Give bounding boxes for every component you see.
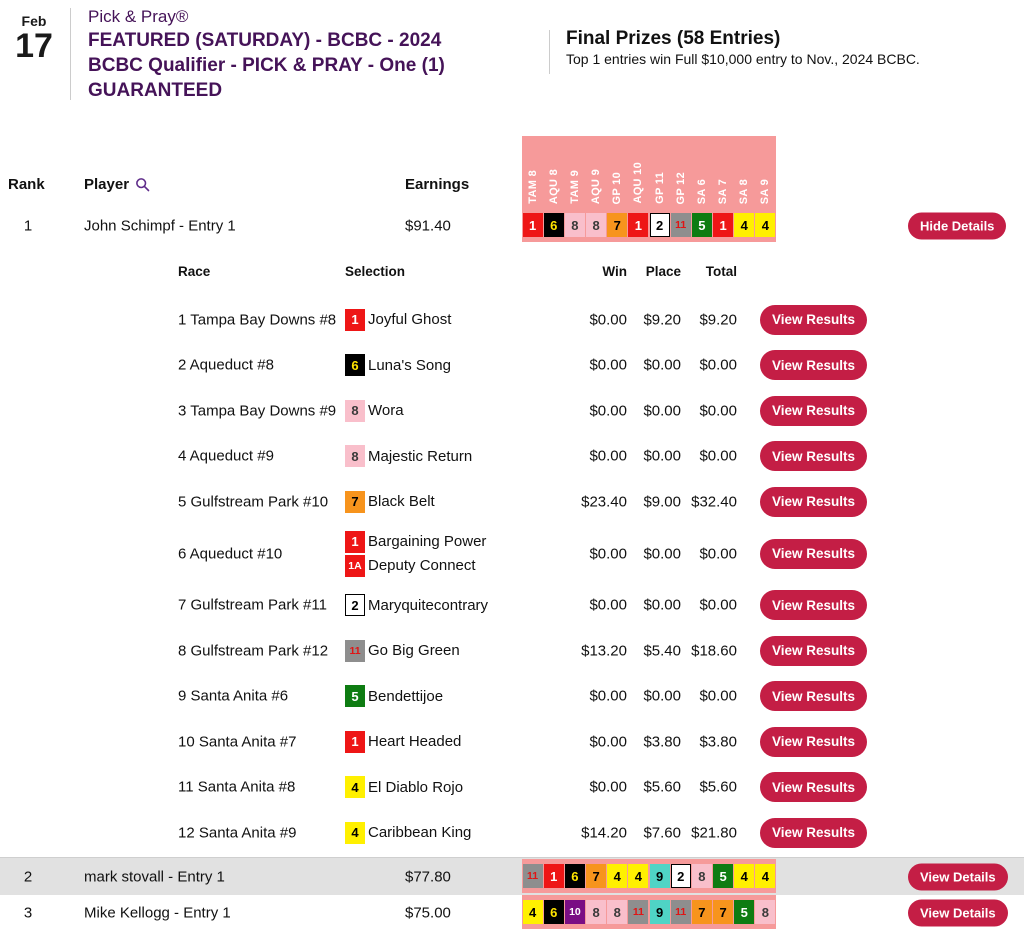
leaderboard-entry-row [0, 894, 1024, 931]
race-total-amount: $0.00 [699, 402, 737, 420]
race-total-amount: $0.00 [699, 356, 737, 374]
view-results-button[interactable]: View Results [760, 305, 867, 335]
track-column [670, 136, 691, 208]
race-column-header: Race [178, 264, 211, 279]
horse-name: Wora [368, 402, 404, 420]
race-total-amount: $21.80 [691, 824, 737, 842]
entry-earnings: $91.40 [405, 217, 451, 234]
saddle-cloth-number: 11 [671, 213, 691, 237]
view-results-button[interactable]: View Results [760, 396, 867, 426]
leaderboard-entry-row [0, 207, 1024, 244]
track-label: AQU 9 [590, 168, 603, 204]
race-name: 6 Aqueduct #10 [178, 545, 283, 562]
race-win-amount: $0.00 [589, 778, 627, 796]
horse-name: Deputy Connect [368, 557, 476, 574]
horse-name: Luna's Song [368, 356, 451, 374]
track-column [734, 136, 755, 208]
race-name: 5 Gulfstream Park #10 [178, 493, 329, 511]
track-label: SA 8 [738, 178, 751, 204]
event-title-line-1: FEATURED (SATURDAY) - BCBC - 2024 [88, 30, 442, 51]
entry-rank: 2 [23, 868, 33, 885]
saddle-cloth-number: 2 [671, 864, 691, 888]
track-column [713, 136, 734, 208]
saddle-cloth-number: 9 [650, 864, 670, 888]
toggle-details-button[interactable]: View Details [908, 863, 1008, 890]
race-selections [345, 731, 461, 753]
saddle-cloth-number: 4 [607, 864, 627, 888]
view-results-button[interactable]: View Results [760, 727, 867, 757]
saddle-cloth-number: 1 [345, 531, 365, 553]
saddle-cloth-number: 11 [523, 864, 543, 888]
track-label: AQU 10 [632, 162, 645, 204]
view-results-button[interactable]: View Results [760, 441, 867, 471]
win-column-header: Win [602, 264, 627, 279]
track-column [564, 136, 585, 208]
track-column [586, 136, 607, 208]
horse-name: Maryquitecontrary [368, 596, 489, 614]
final-prizes-title: Final Prizes (58 Entries) [566, 28, 781, 49]
place-column-header: Place [645, 264, 681, 279]
saddle-cloth-number: 4 [734, 864, 754, 888]
horse-name: Bargaining Power [368, 533, 487, 550]
horse-name: Go Big Green [368, 642, 460, 660]
saddle-cloth-number: 4 [755, 864, 775, 888]
race-detail-row [0, 343, 1024, 389]
view-results-button[interactable]: View Results [760, 772, 867, 802]
track-label: AQU 8 [547, 168, 560, 204]
entry-selections-strip [522, 208, 776, 242]
race-detail-row [0, 434, 1024, 480]
player-column-label: Player [84, 176, 130, 193]
track-label: SA 6 [695, 178, 708, 204]
view-results-button[interactable]: View Results [760, 590, 867, 620]
race-win-amount: $13.20 [581, 642, 627, 660]
selection-line [345, 640, 460, 662]
saddle-cloth-number: 7 [345, 491, 365, 513]
race-selections [345, 685, 443, 707]
race-total-amount: $5.60 [699, 778, 737, 796]
race-total-amount: $18.60 [691, 642, 737, 660]
horse-name: Black Belt [368, 493, 435, 511]
race-place-amount: $0.00 [643, 447, 681, 465]
saddle-cloth-number: 5 [345, 685, 365, 707]
race-win-amount: $0.00 [589, 311, 627, 329]
race-win-amount: $0.00 [589, 402, 627, 420]
saddle-cloth-number: 7 [607, 213, 627, 237]
saddle-cloth-number: 6 [565, 864, 585, 888]
saddle-cloth-number: 4 [345, 776, 365, 798]
entry-player-name: mark stovall - Entry 1 [84, 868, 225, 885]
selection-line [345, 531, 486, 553]
track-column [543, 136, 564, 208]
saddle-cloth-number: 2 [345, 594, 365, 616]
race-place-amount: $0.00 [643, 402, 681, 420]
race-selections [345, 776, 463, 798]
header-divider [70, 8, 71, 100]
selection-line [345, 400, 404, 422]
race-win-amount: $14.20 [581, 824, 627, 842]
player-column-header [84, 176, 150, 193]
saddle-cloth-number: 5 [692, 213, 712, 237]
saddle-cloth-number: 4 [755, 213, 775, 237]
race-total-amount: $9.20 [699, 311, 737, 329]
race-detail-row [0, 719, 1024, 765]
race-name: 12 Santa Anita #9 [178, 824, 297, 842]
saddle-cloth-number: 2 [650, 213, 670, 237]
saddle-cloth-number: 10 [565, 900, 585, 924]
track-column [755, 136, 776, 208]
saddle-cloth-number: 7 [713, 900, 733, 924]
view-results-button[interactable]: View Results [760, 636, 867, 666]
final-prizes-block [566, 28, 920, 69]
view-results-button[interactable]: View Results [760, 681, 867, 711]
race-detail-row [0, 388, 1024, 434]
rank-column-header: Rank [8, 176, 45, 193]
saddle-cloth-number: 6 [544, 900, 564, 924]
horse-name: Heart Headed [368, 733, 462, 751]
race-place-amount: $0.00 [643, 356, 681, 374]
race-total-amount: $3.80 [699, 733, 737, 751]
race-detail-row [0, 297, 1024, 343]
race-selections [345, 594, 488, 616]
entry-player-name: John Schimpf - Entry 1 [84, 217, 236, 234]
saddle-cloth-number: 5 [713, 864, 733, 888]
race-win-amount: $23.40 [581, 493, 627, 511]
selection-line [345, 555, 486, 577]
event-title-block [88, 6, 445, 103]
saddle-cloth-number: 11 [345, 640, 365, 662]
total-column-header: Total [705, 264, 737, 279]
race-name: 2 Aqueduct #8 [178, 356, 274, 374]
race-detail-row [0, 583, 1024, 629]
race-name: 3 Tampa Bay Downs #9 [178, 402, 337, 420]
saddle-cloth-number: 11 [671, 900, 691, 924]
track-label: GP 11 [653, 172, 666, 204]
track-column [522, 136, 543, 208]
race-detail-row [0, 479, 1024, 525]
race-place-amount: $0.00 [643, 545, 681, 562]
race-detail-row [0, 810, 1024, 856]
saddle-cloth-number: 7 [586, 864, 606, 888]
view-results-button[interactable]: View Results [760, 350, 867, 380]
race-detail-row [0, 674, 1024, 720]
race-place-amount: $9.00 [643, 493, 681, 511]
race-win-amount: $0.00 [589, 447, 627, 465]
race-name: 10 Santa Anita #7 [178, 733, 297, 751]
saddle-cloth-number: 1 [713, 213, 733, 237]
saddle-cloth-number: 6 [544, 213, 564, 237]
earnings-column-header: Earnings [405, 176, 470, 193]
view-results-button[interactable]: View Results [760, 539, 867, 569]
track-column [649, 136, 670, 208]
saddle-cloth-number: 11 [628, 900, 648, 924]
track-header [522, 136, 776, 208]
race-place-amount: $5.60 [643, 778, 681, 796]
saddle-cloth-number: 4 [734, 213, 754, 237]
horse-name: El Diablo Rojo [368, 778, 464, 796]
event-title-line-3: GUARANTEED [88, 80, 223, 101]
saddle-cloth-number: 8 [692, 864, 712, 888]
race-total-amount: $32.40 [691, 493, 737, 511]
event-title-line-2: BCBC Qualifier - PICK & PRAY - One (1) [88, 55, 445, 76]
race-selections [345, 822, 471, 844]
toggle-details-button[interactable]: View Details [908, 899, 1008, 926]
race-total-amount: $0.00 [699, 687, 737, 705]
view-results-button[interactable]: View Results [760, 487, 867, 517]
track-column [607, 136, 628, 208]
saddle-cloth-number: 8 [565, 213, 585, 237]
entry-earnings: $75.00 [405, 904, 451, 921]
race-win-amount: $0.00 [589, 733, 627, 751]
race-total-amount: $0.00 [699, 545, 737, 562]
event-date-day: 17 [15, 27, 53, 65]
race-win-amount: $0.00 [589, 687, 627, 705]
saddle-cloth-number: 1 [544, 864, 564, 888]
saddle-cloth-number: 8 [345, 445, 365, 467]
track-label: TAM 8 [526, 170, 539, 204]
entry-selections-strip [522, 895, 776, 929]
saddle-cloth-number: 8 [345, 400, 365, 422]
race-detail-row [0, 765, 1024, 811]
race-place-amount: $5.40 [643, 642, 681, 660]
race-win-amount: $0.00 [589, 356, 627, 374]
horse-name: Majestic Return [368, 447, 473, 465]
saddle-cloth-number: 1 [345, 309, 365, 331]
saddle-cloth-number: 5 [734, 900, 754, 924]
view-results-button[interactable]: View Results [760, 818, 867, 848]
saddle-cloth-number: 8 [755, 900, 775, 924]
saddle-cloth-number: 4 [628, 864, 648, 888]
selection-column-header: Selection [345, 264, 406, 279]
selection-line [345, 594, 488, 616]
track-column [628, 136, 649, 208]
horse-name: Bendettijoe [368, 687, 444, 705]
race-selections [345, 531, 486, 577]
entry-rank: 3 [23, 904, 33, 921]
entry-player-name: Mike Kellogg - Entry 1 [84, 904, 231, 921]
race-name: 4 Aqueduct #9 [178, 447, 274, 465]
race-name: 8 Gulfstream Park #12 [178, 642, 329, 660]
track-label: TAM 9 [568, 170, 581, 204]
race-name: 9 Santa Anita #6 [178, 687, 289, 705]
final-prizes-subtitle: Top 1 entries win Full $10,000 entry to Nov., 2024 BCBC. [566, 51, 920, 67]
search-icon[interactable] [135, 177, 150, 192]
saddle-cloth-number: 1A [345, 555, 365, 577]
selection-line [345, 309, 451, 331]
race-selections [345, 309, 451, 331]
toggle-details-button[interactable]: Hide Details [908, 212, 1006, 239]
track-column [691, 136, 712, 208]
race-win-amount: $0.00 [589, 545, 627, 562]
saddle-cloth-number: 4 [523, 900, 543, 924]
race-detail-row [0, 525, 1024, 583]
leaderboard-header [0, 176, 1024, 196]
race-place-amount: $7.60 [643, 824, 681, 842]
race-selections [345, 354, 451, 376]
race-total-amount: $0.00 [699, 596, 737, 614]
saddle-cloth-number: 8 [586, 213, 606, 237]
saddle-cloth-number: 9 [650, 900, 670, 924]
track-label: SA 9 [759, 178, 772, 204]
race-selections [345, 640, 460, 662]
race-name: 1 Tampa Bay Downs #8 [178, 311, 337, 329]
track-label: GP 10 [611, 171, 624, 204]
selection-line [345, 822, 471, 844]
race-selections [345, 445, 472, 467]
race-place-amount: $9.20 [643, 311, 681, 329]
race-selections [345, 400, 404, 422]
selection-line [345, 731, 461, 753]
selection-line [345, 445, 472, 467]
prizes-divider [549, 30, 550, 74]
race-win-amount: $0.00 [589, 596, 627, 614]
race-total-amount: $0.00 [699, 447, 737, 465]
track-label: SA 7 [717, 178, 730, 204]
selection-line [345, 685, 443, 707]
saddle-cloth-number: 7 [692, 900, 712, 924]
saddle-cloth-number: 1 [523, 213, 543, 237]
track-label: GP 12 [674, 171, 687, 204]
selection-line [345, 354, 451, 376]
race-selections [345, 491, 435, 513]
leaderboard-entry-row [0, 857, 1024, 895]
race-detail-row [0, 628, 1024, 674]
race-place-amount: $0.00 [643, 596, 681, 614]
saddle-cloth-number: 8 [607, 900, 627, 924]
race-place-amount: $0.00 [643, 687, 681, 705]
horse-name: Joyful Ghost [368, 311, 452, 329]
saddle-cloth-number: 6 [345, 354, 365, 376]
saddle-cloth-number: 8 [586, 900, 606, 924]
entry-rank: 1 [23, 217, 33, 234]
selection-line [345, 776, 463, 798]
event-product-name: Pick & Pray® [88, 7, 189, 26]
horse-name: Caribbean King [368, 824, 472, 842]
event-date [12, 13, 56, 64]
entry-selections-strip [522, 859, 776, 893]
event-date-month: Feb [21, 13, 47, 29]
saddle-cloth-number: 1 [628, 213, 648, 237]
race-place-amount: $3.80 [643, 733, 681, 751]
saddle-cloth-number: 1 [345, 731, 365, 753]
selection-line [345, 491, 435, 513]
race-name: 7 Gulfstream Park #11 [178, 596, 327, 614]
entry-earnings: $77.80 [405, 868, 451, 885]
saddle-cloth-number: 4 [345, 822, 365, 844]
race-name: 11 Santa Anita #8 [178, 778, 296, 796]
